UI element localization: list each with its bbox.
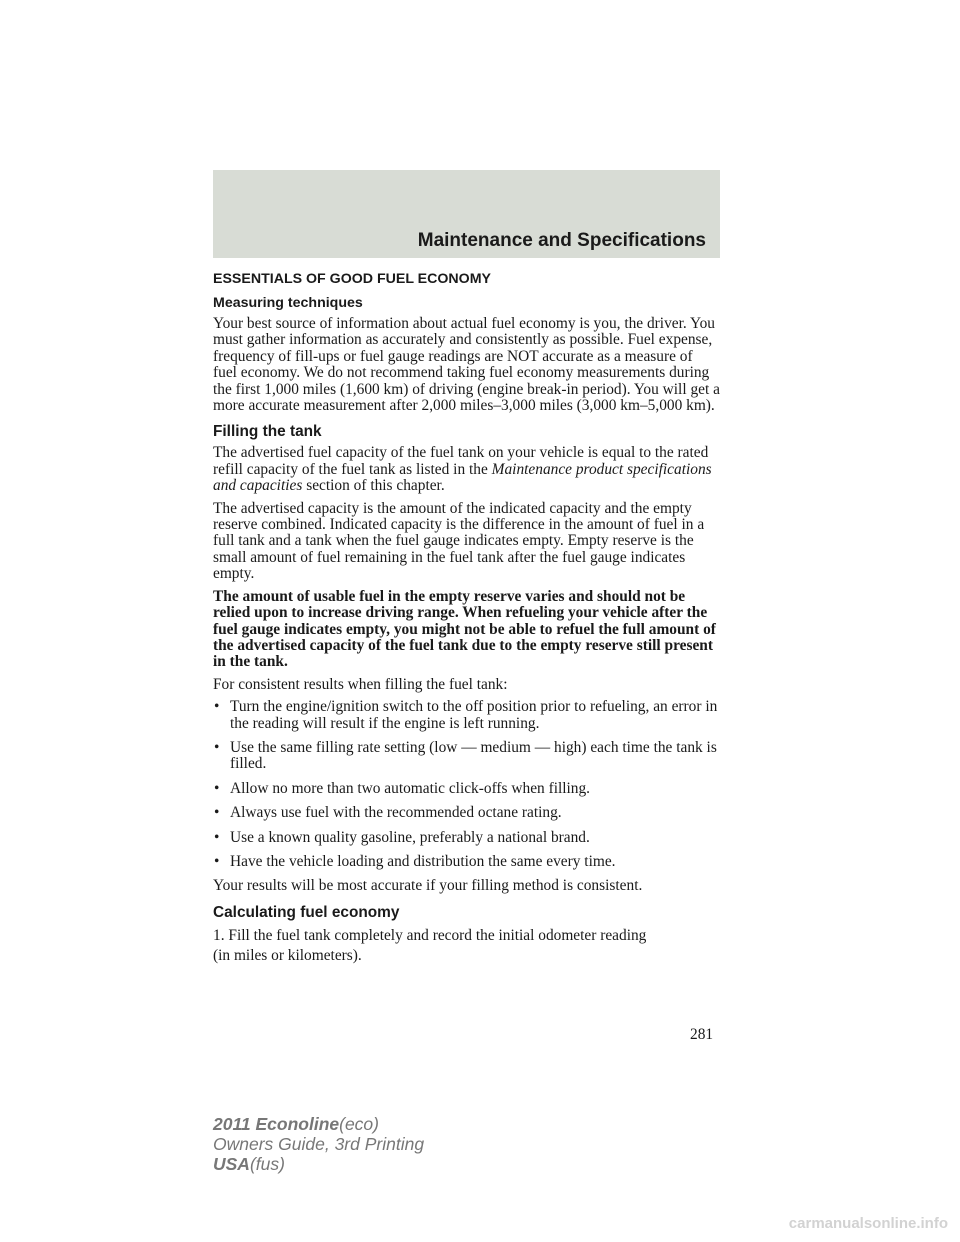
- calculating-heading: Calculating fuel economy: [213, 903, 400, 921]
- chapter-title: Maintenance and Specifications: [417, 230, 706, 251]
- list-item: [213, 781, 720, 797]
- footer-model-code: (eco): [339, 1114, 379, 1134]
- footer-line-2: Owners Guide, 3rd Printing: [213, 1134, 425, 1154]
- watermark: carmanualsonline.info: [788, 1215, 948, 1232]
- bullet-icon: •: [214, 852, 220, 870]
- filling-closing: Your results will be most accurate if your filling method is consistent.: [213, 877, 643, 895]
- list-item: [213, 854, 720, 870]
- filling-heading: Filling the tank: [213, 423, 322, 441]
- footer-market-code: (fus): [249, 1154, 285, 1174]
- list-item: [213, 740, 720, 773]
- section-title: ESSENTIALS OF GOOD FUEL ECONOMY: [213, 271, 491, 287]
- step-1-line-2: (in miles or kilometers).: [213, 946, 362, 964]
- filling-paragraph-1: [213, 445, 720, 494]
- list-item-text: Use a known quality gasoline, preferably a national brand.: [230, 828, 590, 846]
- footer-line-1: [213, 1114, 424, 1134]
- list-item-text: Have the vehicle loading and distribution the same every time.: [230, 852, 616, 870]
- bullet-icon: •: [214, 738, 220, 756]
- footer-model: 2011 Econoline: [213, 1114, 340, 1134]
- filling-paragraph-2: The advertised capacity is the amount of the indicated capacity and the empty reserve combined. Indicated capacity is the difference in the amount of fuel in a full tank and a tank when the fuel gauge indicates empty. Empty reserve is the small amount of fuel remaining in the fuel tank after the fuel gauge indicates empty.: [213, 499, 705, 583]
- filling-p1-end: section of this chapter.: [306, 477, 445, 495]
- list-item: [213, 805, 720, 821]
- bullet-icon: •: [214, 828, 220, 846]
- list-item-text: Always use fuel with the recommended octane rating.: [230, 804, 562, 822]
- filling-p1-text: The advertised fuel capacity of the fuel tank on your vehicle is equal to the rated refill capacity of the fuel tank as listed in the: [213, 444, 709, 478]
- document-footer: [213, 1114, 424, 1174]
- step-1-line-1: 1. Fill the fuel tank completely and record the initial odometer reading: [213, 926, 647, 944]
- warning-paragraph: The amount of usable fuel in the empty reserve varies and should not be relied upon to increase driving range. When refueling your vehicle after the fuel gauge indicates empty, you might not be able to refuel the full amount of the advertised capacity of the fuel tank due to the empty reserve still present in the tank.: [213, 587, 716, 671]
- bullet-icon: •: [214, 698, 220, 716]
- footer-market: USA: [213, 1154, 250, 1174]
- specifications-reference: Maintenance product specifications and capacities: [213, 460, 712, 495]
- filling-intro: For consistent results when filling the fuel tank:: [213, 675, 508, 693]
- list-item-text: Allow no more than two automatic click-offs when filling.: [230, 779, 591, 797]
- bullet-icon: •: [214, 804, 220, 822]
- list-item-text: Use the same filling rate setting (low — medium — high) each time the tank is filled.: [230, 738, 717, 773]
- footer-line-3: [213, 1154, 424, 1174]
- list-item: [213, 699, 720, 732]
- page-content: [213, 270, 720, 966]
- measuring-heading: Measuring techniques: [213, 295, 363, 311]
- bullet-icon: •: [214, 779, 220, 797]
- list-item: [213, 830, 720, 846]
- measuring-paragraph: Your best source of information about actual fuel economy is you, the driver. You must gather information as accurately and consistently as possible. Fuel expense, frequency of fill-ups or fuel gauge readings are NOT accurate as a measure of fuel economy. We do not recommend taking fuel economy measurements during the first 1,000 miles (1,600 km) of driving (engine break-in period). You will get a more accurate measurement after 2,000 miles–3,000 miles (3,000 km–5,000 km).: [213, 315, 720, 415]
- filling-bullet-list: [213, 699, 720, 870]
- list-item-text: Turn the engine/ignition switch to the off position prior to refueling, an error in the reading will result if the engine is left running.: [230, 698, 718, 732]
- chapter-header: [213, 170, 720, 258]
- page-number: 281: [690, 1026, 714, 1043]
